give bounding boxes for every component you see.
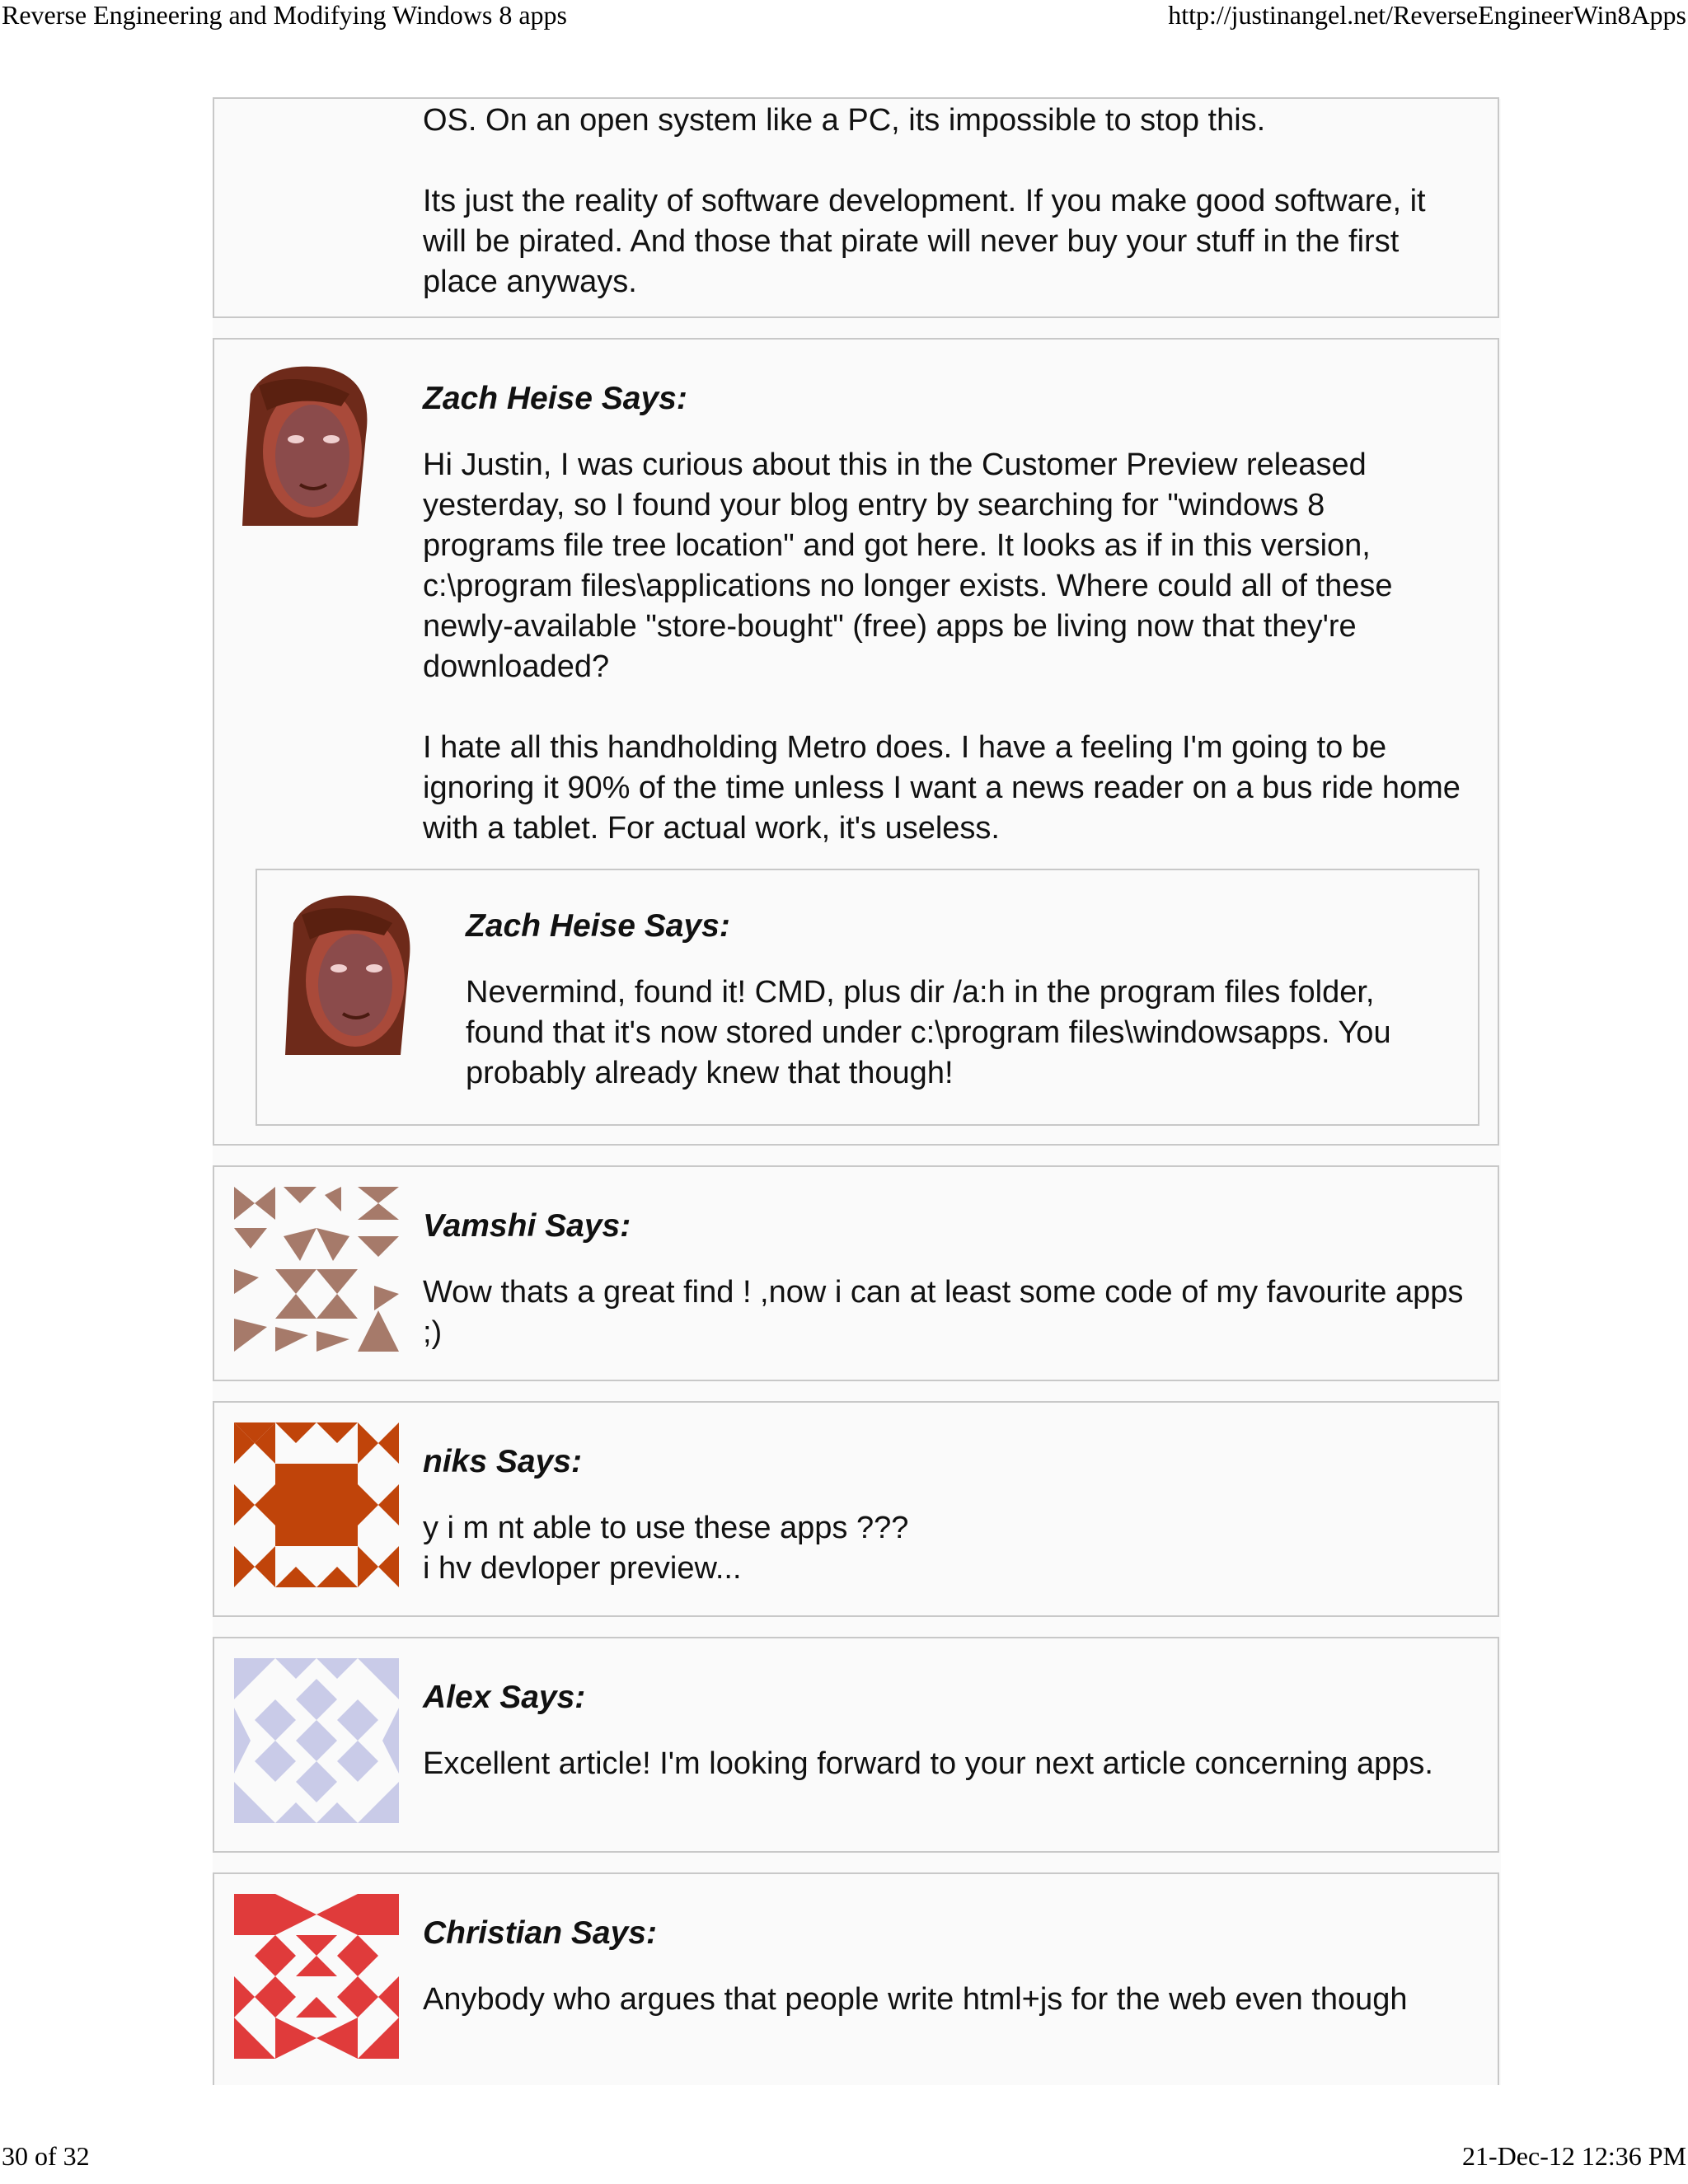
comment-paragraph: OS. On an open system like a PC, its impossible to stop this. [423,103,1266,138]
comment-paragraph: Wow thats a great find ! ,now i can at least some code of my favourite apps ;) [423,1275,1464,1350]
reply-card [256,869,1479,1126]
comment-author: Alex Says: [423,1680,586,1715]
comment-body [423,101,1465,302]
print-header [0,0,1688,36]
comment-card [213,1165,1499,1381]
comment-card [213,97,1499,318]
print-datetime: 21-Dec-12 12:36 PM [1462,2141,1686,2171]
comment-card [213,1872,1499,2087]
comment-author: Zach Heise Says: [423,381,687,416]
comment-paragraph: Anybody who argues that people write html+js for the web even though [423,1982,1408,2017]
comment-author: Zach Heise Says: [466,908,730,944]
print-header-url: http://justinangel.net/ReverseEngineerWin8Apps [1168,0,1686,30]
comment-author: Christian Says: [423,1915,657,1951]
comment-line: y i m nt able to use these apps ??? [423,1511,909,1545]
comment-paragraph: Its just the reality of software development. If you make good software, it will be pirated. And those that pirate will never buy your stuff in the first place anyways. [423,184,1426,299]
comment-paragraph: I hate all this handholding Metro does. I have a feeling I'm going to be ignoring it 90% of the time unless I want a news reader on a bus ride home with a tablet. For actual work, it's useless. [423,730,1461,846]
comment-paragraph: Excellent article! I'm looking forward to your next article concerning apps. [423,1746,1433,1781]
comment-paragraph: Hi Justin, I was curious about this in the Customer Preview released yesterday, so I found your blog entry by searching for "windows 8 programs file tree location" and got here. It looks as if in this version, c:\program files\applications no longer exists. Where could all of these newly-available "store-bought" (free) apps be living now that they're downloaded? [423,448,1393,684]
photo-avatar [277,890,442,1055]
comment-author: Vamshi Says: [423,1208,631,1244]
comment-body [423,1272,1465,1353]
page-cutoff [213,2085,1501,2141]
identicon-avatar [234,1187,399,1352]
comment-line: i hv devloper preview... [423,1551,742,1586]
comment-body [466,972,1445,1094]
comment-body [423,1508,1465,1589]
page-number: 30 of 32 [2,2141,90,2171]
comment-card [213,1637,1499,1853]
identicon-avatar [234,1658,399,1823]
comment-paragraph: Nevermind, found it! CMD, plus dir /a:h in the program files folder, found that it's now stored under c:\program files\windowsapps. You probably already knew that though! [466,975,1391,1090]
comment-body [423,445,1465,849]
comment-body [423,1980,1465,2020]
identicon-avatar [234,1422,399,1587]
comment-body [423,1744,1465,1784]
comment-author: niks Says: [423,1444,582,1479]
identicon-avatar [234,1894,399,2059]
print-footer [0,2141,1688,2177]
photo-avatar [234,361,399,526]
print-header-title: Reverse Engineering and Modifying Windows 8 apps [2,0,567,30]
comment-card [213,1401,1499,1617]
comment-card [213,338,1499,1146]
